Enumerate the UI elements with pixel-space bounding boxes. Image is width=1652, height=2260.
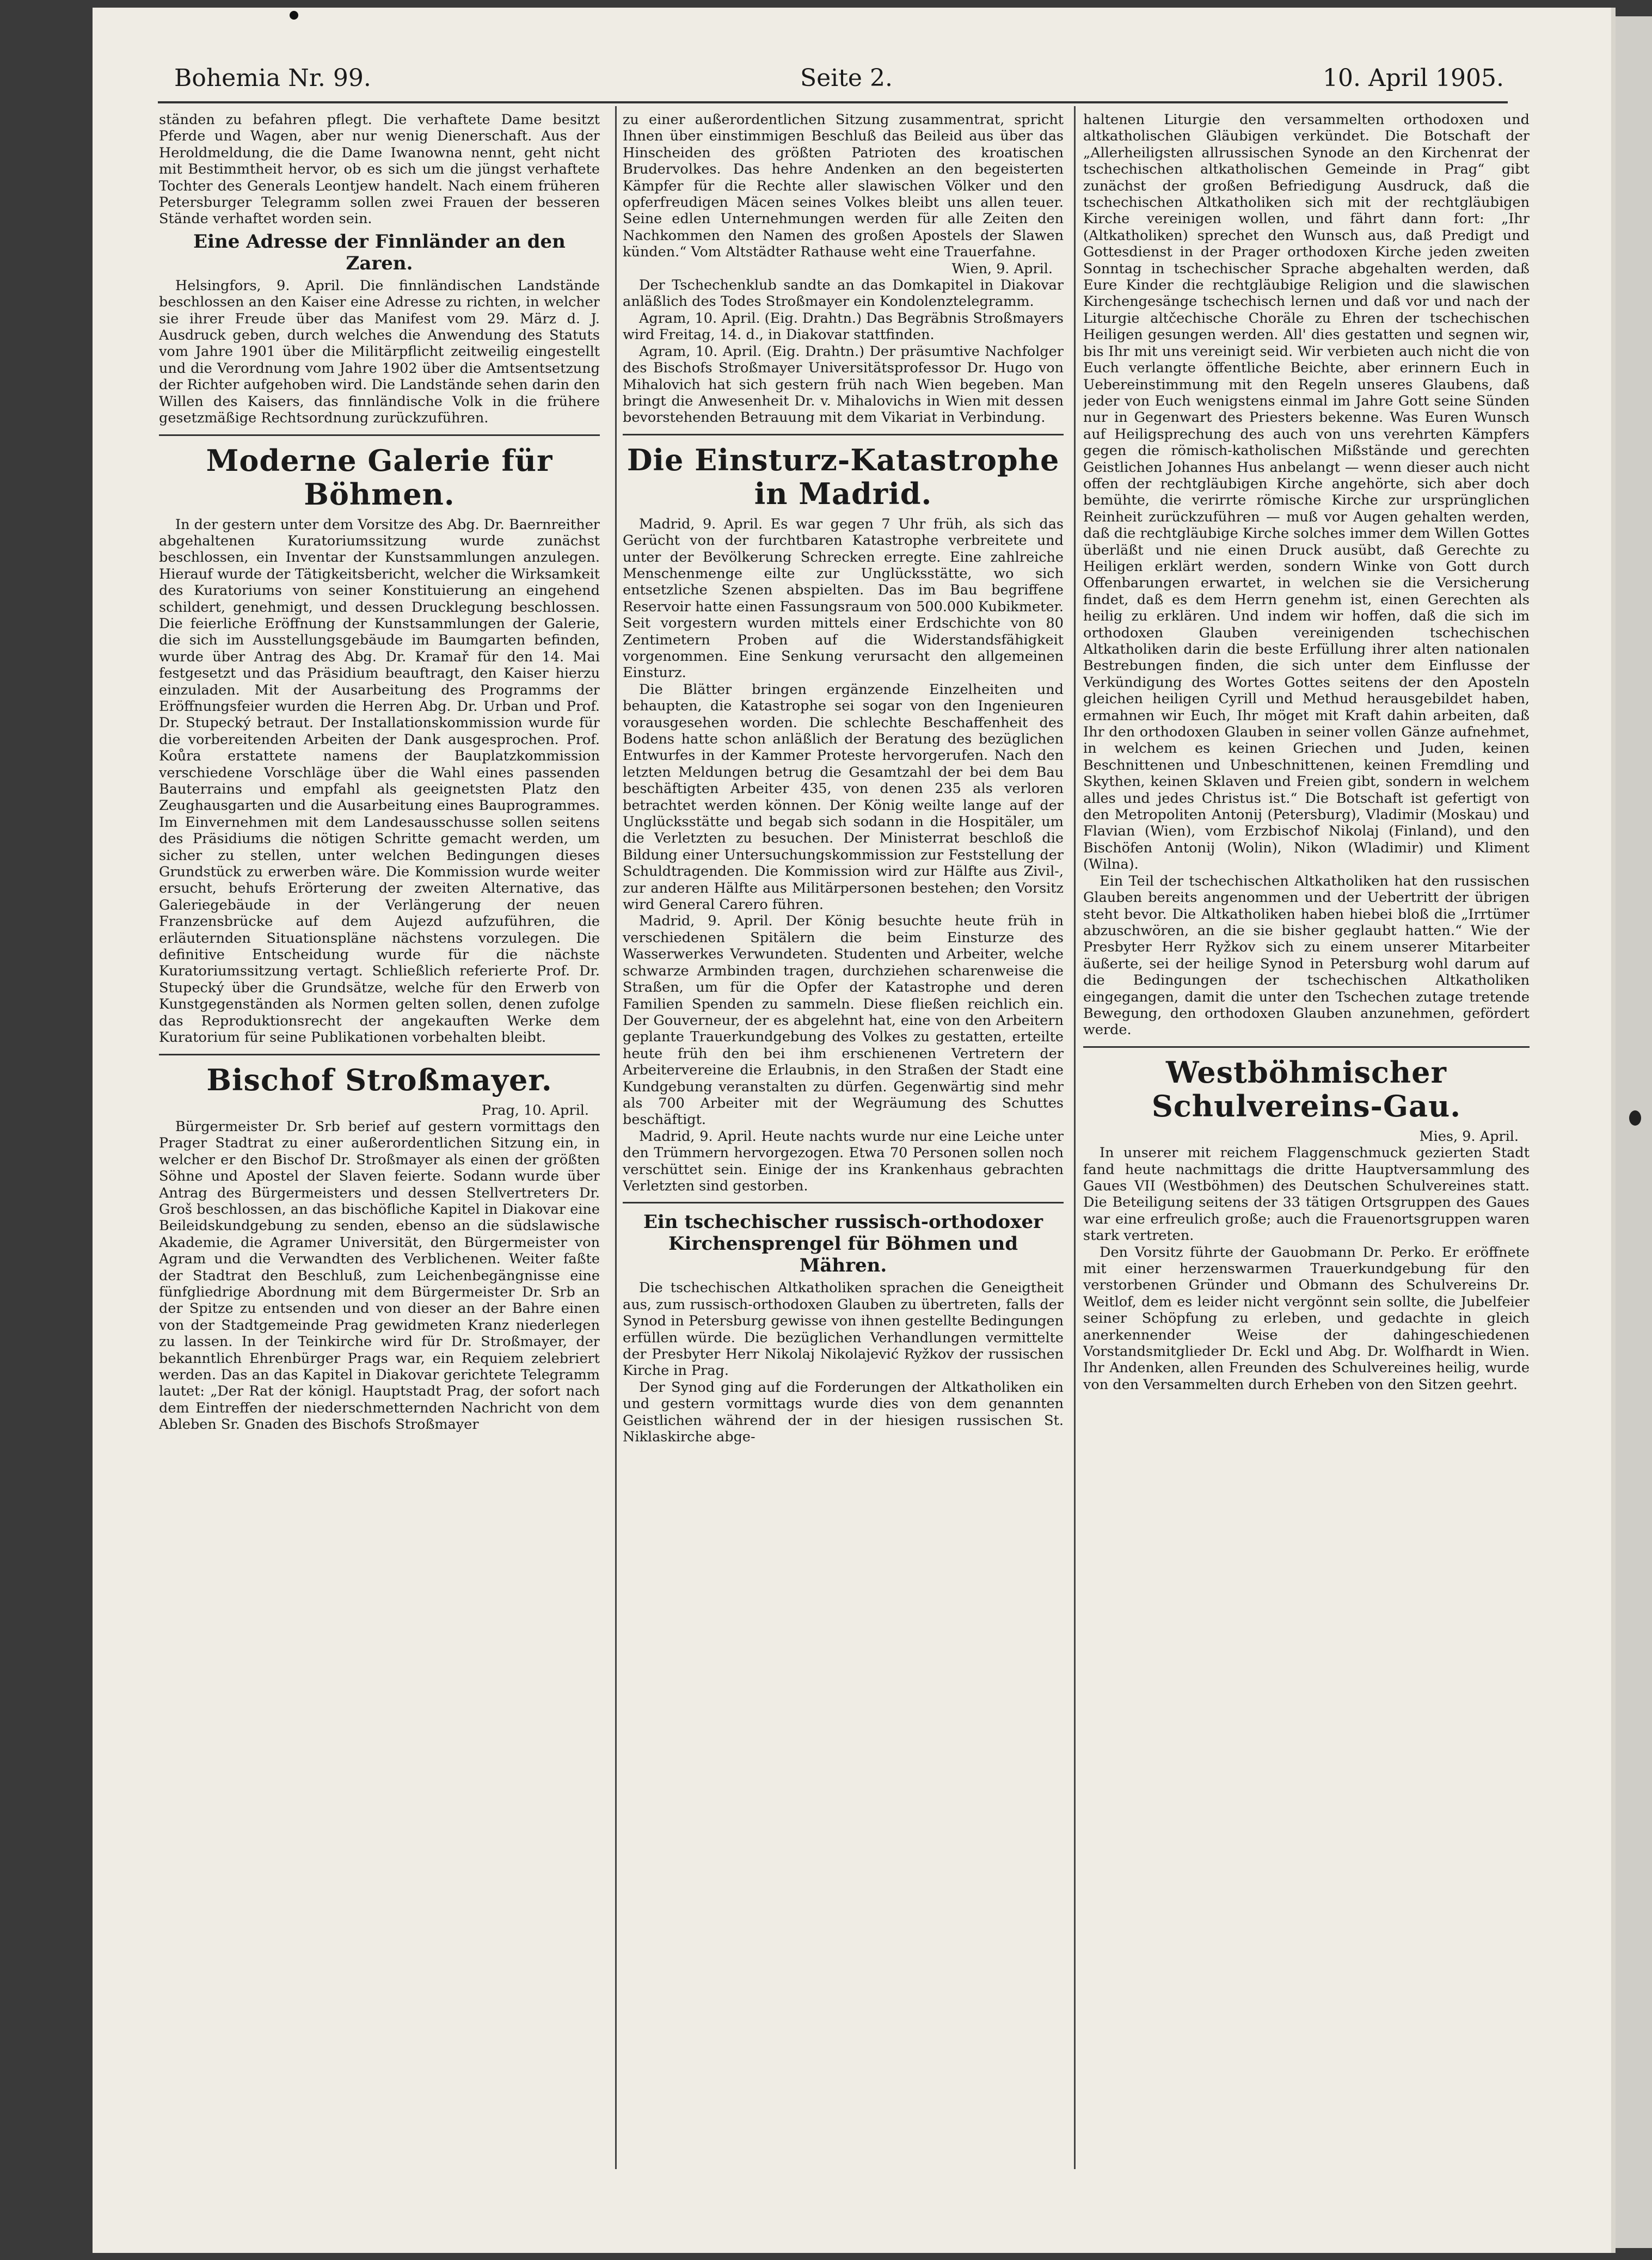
article-continuation: ständen zu befahren pflegt. Die verhaftete Dame besitzt Pferde und Wagen, aber nur wenig Dienerschaft. Aus der Heroldmeldung, die die Dame Iwanowna nennt, geht nicht mit Bestimmtheit hervor, ob es sich um die jüngst verhaftete Tochter des Generals Leontjew handelt. Nach einem früheren Petersburger Telegramm sollen zwei Frauen der besseren Stände verhaftet worden sein.	[159, 112, 600, 228]
section-divider	[159, 434, 600, 436]
article-paragraph: Der Synod ging auf die Forderungen der Altkatholiken ein und gestern vormittags wurde dies von dem genannten Geistlichen während der in der hiesigen russischen St. Niklaskirche abge-	[623, 1379, 1064, 1446]
dateline: Wien, 9. April.	[951, 260, 1053, 277]
article-paragraph: In der gestern unter dem Vorsitze des Abg. Dr. Baernreither abgehaltenen Kuratoriumssitzung wurde zunächst beschlossen, ein Inventar der Kunstsammlungen anzulegen. Hierauf wurde der Tätigkeitsbericht, welcher die Wirksamkeit des Kuratoriums von seiner Konstituierung an eingehend schildert, genehmigt, und dessen Drucklegung beschlossen. Die feierliche Eröffnung der Kunstsammlungen der Galerie, die sich im Ausstellungsgebäude im Baumgarten befinden, wurde über Antrag des Abg. Dr. Kramař für den 14. Mai festgesetzt und das Präsidium beauftragt, den Kaiser hierzu einzuladen. Mit der Ausarbeitung des Programms der Eröffnungsfeier wurden die Herren Abg. Dr. Urban und Prof. Dr. Stupecký betraut. Der Installationskommission wurde für die vorbereitenden Arbeiten der Dank ausgesprochen. Prof. Koůra erstattete namens der Bauplatzkommission verschiedene Vorschläge über die Wahl eines passenden Bauterrains und empfahl als geeignetsten Platz den Zeughausgarten und die Ausarbeitung eines Bauprogrammes. Im Einvernehmen mit dem Landesausschusse sollen seitens des Präsidiums die nötigen Schritte gemacht werden, um sicher zu stellen, unter welchen Bedingungen dieses Grundstück zu erwerben wäre. Die Kommission wurde weiter ersucht, behufs Erörterung der zweiten Alternative, das Galeriegebäude in der Verlängerung der neuen Franzensbrücke auf dem Aujezd aufzuführen, die erläuternden Situationspläne nächstens vorzulegen. Die definitive Entscheidung wurde für die nächste Kuratoriumssitzung vertagt. Schließlich referierte Prof. Dr. Stupecký über die Grundsätze, welche für den Erwerb von Kunstgegenständen als Normen gelten sollen, denen zufolge das Reproduktionsrecht der angekauften Werke dem Kuratorium für seine Publikationen vorbehalten bleibt.	[159, 516, 600, 1046]
article-paragraph: Madrid, 9. April. Der König besuchte heute früh in verschiedenen Spitälern die beim Einsturze des Wasserwerkes Verwundeten. Studenten und Arbeiter, welche schwarze Armbinden tragen, durchziehen scharenweise die Straßen, um für die Opfer der Katastrophe und deren Familien Spenden zu sammeln. Diese fließen reichlich ein. Der Gouverneur, der es abgelehnt hat, eine von den Arbeitern geplante Trauerkundgebung des Volkes zu gestatten, erteilte heute früh den bei ihm erschienenen Vertretern der Arbeitervereine die Erlaubnis, in den Straßen der Stadt eine Kundgebung veranstalten zu dürfen. Gegenwärtig sind mehr als 700 Arbeiter mit der Wegräumung des Schuttes beschäftigt.	[623, 913, 1064, 1128]
article-paragraph: Helsingfors, 9. April. Die finnländischen Landstände beschlossen an den Kaiser eine Adresse zu richten, in welcher sie ihrer Freude über das Manifest vom 29. März d. J. Ausdruck geben, durch welches die Anwendung des Statuts vom Jahre 1901 über die Militärpflicht zeitweilig eingestellt und die Verordnung vom Jahre 1902 über die Amtsentsetzung der Richter aufgehoben wird. Die Landstände sehen darin den Willen des Kaisers, das finnländische Volk in die frühere gesetzmäßige Rechtsordnung zurückzuführen.	[159, 277, 600, 427]
header-page-number: Seite 2.	[800, 64, 893, 92]
article-paragraph: Bürgermeister Dr. Srb berief auf gestern vormittags den Prager Stadtrat zu einer außerordentlichen Sitzung ein, in welcher er den Bischof Dr. Stroßmayer als einen der größten Söhne und Apostel der Slaven feierte. Sodann wurde über Antrag des Bürgermeisters und dessen Stellvertreters Dr. Groš beschlossen, an das bischöfliche Kapitel in Diakovar eine Beileidskundgebung zu senden, ebenso an die südslawische Akademie, die Agramer Universität, den Bürgermeister von Agram und die Verwandten des Verblichenen. Weiter faßte der Stadtrat den Beschluß, zum Leichenbegängnisse eine fünfgliedrige Abordnung mit dem Bürgermeister Dr. Srb an der Spitze zu entsenden und von dieser an der Bahre einen von der Stadtgemeinde Prag gewidmeten Kranz niederlegen zu lassen. In der Teinkirche wird für Dr. Stroßmayer, der bekanntlich Ehrenbürger Prags war, ein Requiem zelebriert werden. Das an das Kapitel in Diakovar gerichtete Telegramm lautet: „Der Rat der königl. Hauptstadt Prag, der sofort nach dem Eintreffen der niederschmetternden Nachricht von dem Ableben Sr. Gnaden des Bischofs Stroßmayer	[159, 1118, 600, 1433]
article-continuation: haltenen Liturgie den versammelten orthodoxen und altkatholischen Gläubigen verkündet. Die Botschaft der „Allerheiligsten allrussischen Synode an den Kirchenrat der tschechischen altkatholischen Gemeinde in Prag“ gibt zunächst der großen Befriedigung Ausdruck, daß die tschechischen Altkatholiken sich mit der rechtgläubigen Kirche vereinigen wollen, und fährt dann fort: „Ihr (Altkatholiken) sprechet den Wunsch aus, daß Predigt und Gottesdienst in der Prager orthodoxen Kirche jeden zweiten Sonntag in tschechischer Sprache abgehalten werden, daß Eure Kinder die rechtgläubige Religion und die slawischen Kirchengesänge tschechisch lernen und daß vor und nach der Liturgie altčechische Choräle zu Ehren der tschechischen Heiligen gesungen werden. All' dies gestatten und segnen wir, bis Ihr mit uns vereinigt seid. Wir verbieten auch nicht die von Euch verlangte öffentliche Beichte, aber erinnern Euch in Uebereinstimmung mit den Regeln unseres Glaubens, daß jeder von Euch wenigstens einmal im Jahre Gott seine Sünden nur in Gegenwart des Priesters bekenne. Was Euren Wunsch auf Heiligsprechung des auch von uns verehrten Kämpfers gegen die römisch-katholischen Mißstände und gerechten Geistlichen Johannes Hus anbelangt — wenn dieser auch nicht offen der rechtgläubigen Kirche angehörte, sich aber doch bemühte, die verirrte römische Kirche zur ursprünglichen Reinheit zurückzuführen — muß vor Augen gehalten werden, daß die rechtgläubige Kirche solches immer dem Willen Gottes überläßt und nie einen Druck ausübt, daß Gerechte zu Heiligen erklärt werden, sondern Winke von Gott durch Offenbarungen erwartet, in welchen sie die Versicherung findet, daß es dem Herrn genehm ist, einen Gerechten als heilig zu erklären. Und indem wir hoffen, daß die sich im orthodoxen Glauben vereinigenden tschechischen Altkatholiken darin die beste Erfüllung ihrer alten nationalen Bestrebungen finden, die sich unter dem Einflusse der Verkündigung des Wortes Gottes seitens der den Aposteln gleichen heiligen Cyrill und Methud herausgebildet haben, ermahnen wir Euch, Ihr möget mit Kraft dahin arbeiten, daß Ihr den orthodoxen Glauben in seiner vollen Gänze aufnehmet, in welchem es keinen Griechen und Juden, keinen Beschnittenen und Unbeschnittenen, keinen Fremdling und Skythen, keinen Sklaven und Freien gibt, sondern in welchem alles und jedes Christus ist.“ Die Botschaft ist gefertigt von den Metropoliten Antonij (Petersburg), Vladimir (Moskau) und Flavian (Wien), vom Erzbischof Nikolaj (Finland), und den Bischöfen Antonij (Wolin), Nikon (Wladimir) und Kliment (Wilna).	[1083, 112, 1530, 873]
headline-galerie: Moderne Galerie für Böhmen.	[206, 443, 553, 512]
column-2	[623, 112, 1064, 2185]
column-3	[1083, 112, 1530, 2185]
article-paragraph: Agram, 10. April. (Eig. Drahtn.) Das Begräbnis Stroßmayers wird Freitag, 14. d., in Diakovar stattfinden.	[623, 310, 1064, 343]
header-date: 10. April 1905.	[1323, 64, 1504, 92]
article-paragraph: Den Vorsitz führte der Gauobmann Dr. Perko. Er eröffnete mit einer herzenswarmen Trauerkundgebung für den verstorbenen Gründer und Obmann des Schulvereins Dr. Weitlof, dem es leider nicht vergönnt sein sollte, die Jubelfeier seiner Schöpfung zu erleben, und gedachte in gleich anerkennender Weise der dahingeschiedenen Vorstandsmitglieder Dr. Eckl und Abg. Dr. Wolfhardt in Wien. Ihr Andenken, allen Freunden des Schulvereines heilig, wurde von den Versammelten durch Erheben von den Sitzen geehrt.	[1083, 1244, 1530, 1393]
section-divider	[623, 434, 1064, 435]
header-newspaper: Bohemia Nr. 99.	[174, 64, 371, 92]
headline-bischof: Bischof Stroßmayer.	[206, 1062, 552, 1097]
article-paragraph: Madrid, 9. April. Es war gegen 7 Uhr früh, als sich das Gerücht von der furchtbaren Katastrophe verbreitete und unter der Bevölkerung Schrecken erregte. Eine zahlreiche Menschenmenge eilte zur Unglücksstätte, wo sich entsetzliche Szenen abspielten. Das im Bau begriffene Reservoir hatte einen Fassungsraum von 500.000 Kubikmeter. Seit vorgestern wurden mittels einer Erdschichte von 80 Zentimetern Proben auf die Widerstandsfähigkeit vorgenommen. Eine Senkung verursacht den allgemeinen Einsturz.	[623, 515, 1064, 681]
column-divider-1	[615, 106, 617, 2169]
section-divider	[1083, 1046, 1530, 1048]
article-paragraph: In unserer mit reichem Flaggenschmuck gezierten Stadt fand heute nachmittags die dritte Hauptversammlung des Gaues VII (Westböhmen) des Deutschen Schulvereines statt. Die Beteiligung seitens der 33 tätigen Ortsgruppen des Gaues war eine erfreulich große; auch die Frauenortsgruppen waren stark vertreten.	[1083, 1145, 1530, 1244]
dateline: Mies, 9. April.	[1419, 1128, 1519, 1145]
section-divider	[623, 1202, 1064, 1203]
ink-speck	[290, 11, 298, 20]
headline-schulverein: Westböhmischer Schulvereins-Gau.	[1151, 1054, 1461, 1123]
section-divider	[159, 1054, 600, 1055]
adjacent-page-edge	[1611, 16, 1652, 2248]
article-paragraph: Die Blätter bringen ergänzende Einzelheiten und behaupten, die Katastrophe sei sogar von den Ingenieuren vorausgesehen worden. Die schlechte Beschaffenheit des Bodens hatte schon anläßlich der Beratung des bezüglichen Entwurfes in der Kammer Proteste hervorgerufen. Nach den letzten Meldungen betrug die Gesamtzahl der bei dem Bau beschäftigten Arbeiter 435, von denen 235 als verloren betrachtet werden können. Der König weilte lange auf der Unglücksstätte und begab sich sodann in die Hospitäler, um die Verletzten zu besuchen. Der Ministerrat beschloß die Bildung einer Untersuchungskommission zur Feststellung der Schuldtragenden. Die Kommission wird zur Hälfte aus Zivil-, zur anderen Hälfte aus Militärpersonen bestehen; den Vorsitz wird General Carero führen.	[623, 681, 1064, 913]
dateline: Prag, 10. April.	[481, 1102, 589, 1119]
header-rule	[158, 101, 1508, 103]
article-paragraph: Agram, 10. April. (Eig. Drahtn.) Der präsumtive Nachfolger des Bischofs Stroßmayer Universitätsprofessor Dr. Hugo von Mihalovich hat sich gestern früh nach Wien begeben. Man bringt die Anwesenheit Dr. v. Mihalovichs in Wien mit dessen bevorstehenden Betrauung mit dem Vikariat in Verbindung.	[623, 343, 1064, 426]
article-continuation: zu einer außerordentlichen Sitzung zusammentrat, spricht Ihnen über einstimmigen Beschluß das Beileid aus über das Hinscheiden des größten Patrioten des kroatischen Brudervolkes. Das hehre Andenken an den begeisterten Kämpfer für die Rechte aller slawischen Völker und den opferfreudigen Mäcen seines Volkes bleibt uns allen teuer. Seine edlen Unternehmungen werden für alle Zeiten den Nachkommen den Namen des großen Apostels der Slawen künden.“ Vom Altstädter Rathause weht eine Trauerfahne.	[623, 112, 1064, 261]
article-paragraph: Ein Teil der tschechischen Altkatholiken hat den russischen Glauben bereits angenommen und der Uebertritt der übrigen steht bevor. Die Altkatholiken haben hiebei bloß die „Irrtümer abzuschwören, an die sie bisher geglaubt hatten.“ Wie der Presbyter Herr Ryžkov sich zu einem unserer Mitarbeiter äußerte, sei der heilige Synod in Petersburg wohl darum auf die Bedingungen der tschechischen Altkatholiken eingegangen, damit die unter den Tschechen zutage tretende Bewegung, den orthodoxen Glauben anzunehmen, gefördert werde.	[1083, 873, 1530, 1039]
headline-finnlaender: Eine Adresse der Finnländer an den Zaren.	[193, 230, 566, 274]
page-header	[174, 64, 1508, 102]
headline-kirche: Ein tschechischer russisch-orthodoxer Kirchensprengel für Böhmen und Mähren.	[643, 1211, 1043, 1277]
article-paragraph: Der Tschechenklub sandte an das Domkapitel in Diakovar anläßlich des Todes Stroßmayer ein Kondolenztelegramm.	[623, 277, 1064, 310]
article-paragraph: Die tschechischen Altkatholiken sprachen die Geneigtheit aus, zum russisch-orthodoxen Glauben zu übertreten, falls der Synod in Petersburg gewisse von ihnen gestellte Bedingungen erfüllen würde. Die bezüglichen Verhandlungen vermittelte der Presbyter Herr Nikolaj Nikolajević Ryžkov der russischen Kirche in Prag.	[623, 1280, 1064, 1379]
column-divider-2	[1074, 106, 1076, 2169]
headline-madrid: Die Einsturz-Katastrophe in Madrid.	[627, 442, 1060, 511]
article-paragraph: Madrid, 9. April. Heute nachts wurde nur eine Leiche unter den Trümmern hervorgezogen. Etwa 70 Personen sollen noch verschüttet sein. Einige der ins Krankenhaus gebrachten Verletzten sind gestorben.	[623, 1128, 1064, 1194]
column-1	[159, 112, 600, 2185]
binding-hole	[1629, 1110, 1641, 1126]
